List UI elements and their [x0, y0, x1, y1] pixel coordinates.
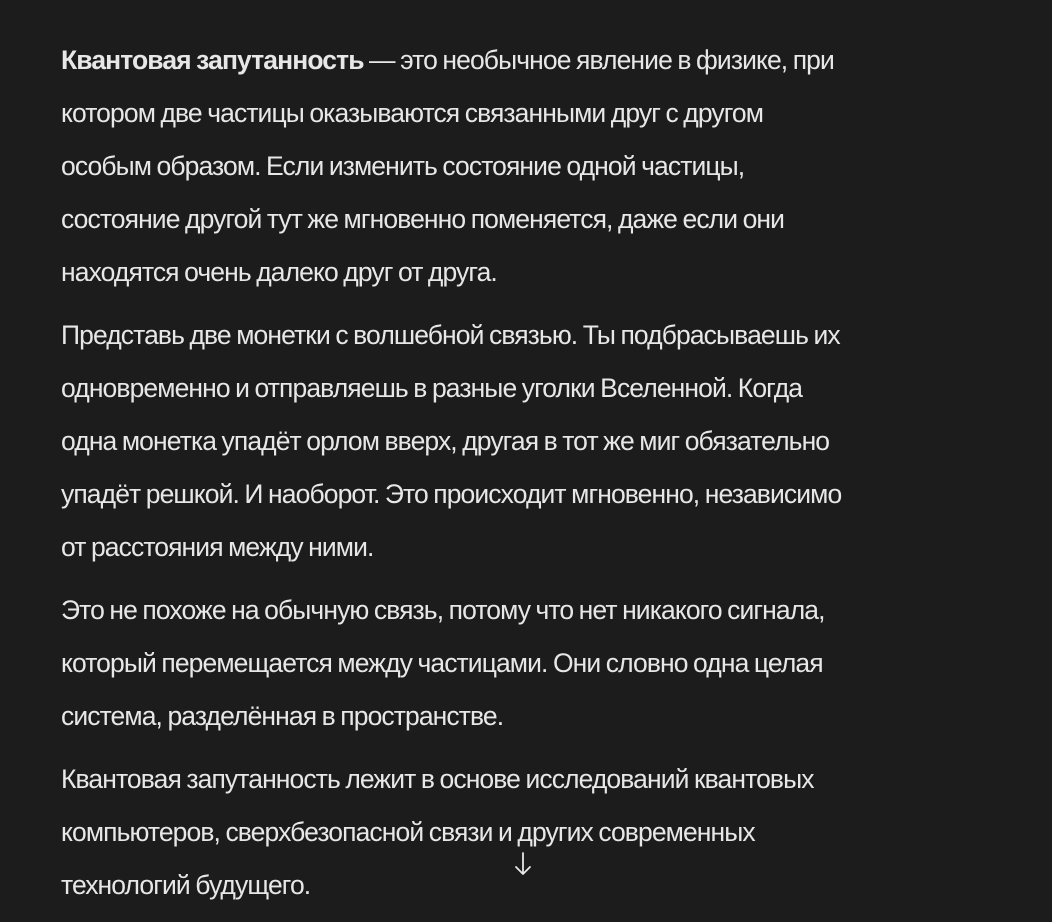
text-line: особым образом. Если изменить состояние одной частицы, [61, 151, 745, 181]
text-line: одна монетка упадёт орлом вверх, другая в тот же миг обязательно [61, 426, 830, 456]
text-line: Представь две монетки с волшебной связью. Ты подбрасываешь их [61, 320, 840, 350]
text-line: находятся очень далеко друг от друга. [61, 257, 497, 287]
assistant-message [61, 34, 1001, 922]
text-line: упадёт решкой. И наоборот. Это происходит мгновенно, независимо [61, 479, 842, 509]
line-rest: — это необычное явление в физике, при [363, 45, 834, 75]
text-line: компьютеров, сверхбезопасной связи и других современных [61, 817, 755, 847]
text-line: который перемещается между частицами. Они словно одна целая [61, 648, 823, 678]
text-line: от расстояния между ними. [61, 532, 374, 562]
text-line [61, 34, 1001, 87]
text-line: Квантовая запутанность лежит в основе исследований квантовых [61, 764, 814, 794]
paragraph-coin-analogy [61, 309, 1001, 574]
paragraph-definition [61, 34, 1001, 299]
text-line: технологий будущего. [61, 870, 311, 900]
text-line: состояние другой тут же мгновенно поменяется, даже если они [61, 204, 785, 234]
text-line: Это не похоже на обычную связь, потому что нет никакого сигнала, [61, 595, 825, 625]
bold-term: Квантовая запутанность [61, 45, 364, 75]
arrow-down-icon [514, 851, 532, 877]
text-line: котором две частицы оказываются связанными друг с другом [61, 98, 764, 128]
text-line: одновременно и отправляешь в разные уголки Вселенной. Когда [61, 373, 803, 403]
paragraph-applications [61, 753, 1001, 912]
paragraph-no-signal [61, 584, 1001, 743]
scroll-down-button[interactable] [509, 848, 537, 880]
text-line: система, разделённая в пространстве. [61, 701, 504, 731]
